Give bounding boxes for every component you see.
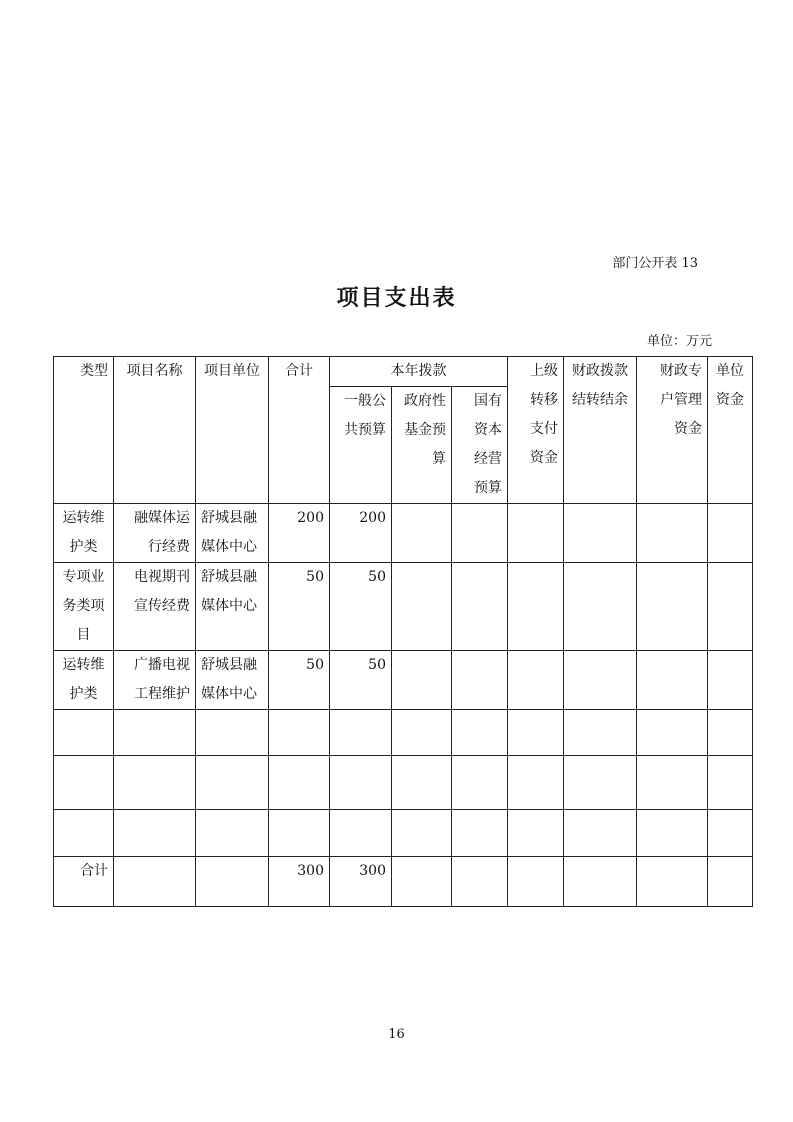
- cell-empty: [196, 857, 269, 907]
- header-gov-fund-budget: 政府性 基金预 算: [392, 387, 452, 504]
- cell-general-budget: 50: [330, 563, 392, 651]
- cell-empty: [508, 651, 564, 710]
- cell-empty: [452, 651, 508, 710]
- header-fiscal-carryover: 财政拨款 结转结余: [564, 357, 637, 504]
- cell-total: 50: [269, 651, 330, 710]
- header-project-name: 项目名称: [114, 357, 196, 504]
- totals-general-budget: 300: [330, 857, 392, 907]
- totals-label: 合计: [54, 857, 114, 907]
- cell-empty: [637, 857, 708, 907]
- cell-project-unit: 舒城县融 媒体中心: [196, 504, 269, 563]
- cell-empty: [637, 563, 708, 651]
- cell-empty: [708, 504, 753, 563]
- header-row: [54, 357, 753, 387]
- cell-empty: [392, 563, 452, 651]
- cell-empty: [392, 504, 452, 563]
- cell-empty: [637, 504, 708, 563]
- cell-empty: [392, 857, 452, 907]
- empty-row: [54, 756, 753, 810]
- cell-empty: [564, 651, 637, 710]
- header-unit-funds: 单位 资金: [708, 357, 753, 504]
- cell-empty: [564, 857, 637, 907]
- cell-empty: [392, 651, 452, 710]
- header-type: 类型: [54, 357, 114, 504]
- cell-total: 200: [269, 504, 330, 563]
- table-row: [54, 651, 753, 710]
- table-row: [54, 563, 753, 651]
- cell-empty: [114, 857, 196, 907]
- header-project-unit: 项目单位: [196, 357, 269, 504]
- cell-empty: [564, 504, 637, 563]
- cell-empty: [508, 504, 564, 563]
- cell-empty: [637, 651, 708, 710]
- cell-total: 50: [269, 563, 330, 651]
- header-state-capital-budget: 国有 资本 经营 预算: [452, 387, 508, 504]
- table-row: [54, 504, 753, 563]
- cell-empty: [708, 857, 753, 907]
- cell-project-unit: 舒城县融 媒体中心: [196, 563, 269, 651]
- header-annual-allocation: 本年拨款: [330, 357, 508, 387]
- cell-empty: [708, 563, 753, 651]
- cell-empty: [564, 563, 637, 651]
- cell-empty: [508, 857, 564, 907]
- empty-row: [54, 710, 753, 756]
- cell-empty: [452, 563, 508, 651]
- project-expenditure-table: [53, 356, 753, 907]
- cell-empty: [452, 857, 508, 907]
- header-fiscal-special-account: 财政专 户管理 资金: [637, 357, 708, 504]
- cell-project-name: 广播电视 工程维护: [114, 651, 196, 710]
- form-number-label: 部门公开表 13: [612, 256, 698, 271]
- cell-empty: [708, 651, 753, 710]
- empty-row: [54, 810, 753, 857]
- cell-empty: [508, 563, 564, 651]
- cell-type: 运转维 护类: [54, 504, 114, 563]
- cell-type: 运转维 护类: [54, 651, 114, 710]
- totals-row: [54, 857, 753, 907]
- header-general-public-budget: 一般公 共预算: [330, 387, 392, 504]
- cell-project-name: 电视期刊 宣传经费: [114, 563, 196, 651]
- totals-total: 300: [269, 857, 330, 907]
- cell-general-budget: 200: [330, 504, 392, 563]
- cell-type: 专项业 务类项 目: [54, 563, 114, 651]
- header-superior-transfer: 上级 转移 支付 资金: [508, 357, 564, 504]
- cell-general-budget: 50: [330, 651, 392, 710]
- header-total: 合计: [269, 357, 330, 504]
- page-title: 项目支出表: [336, 285, 457, 311]
- page-number: 16: [388, 1027, 405, 1042]
- unit-label: 单位：万元: [646, 334, 712, 349]
- cell-empty: [452, 504, 508, 563]
- cell-project-unit: 舒城县融 媒体中心: [196, 651, 269, 710]
- cell-project-name: 融媒体运 行经费: [114, 504, 196, 563]
